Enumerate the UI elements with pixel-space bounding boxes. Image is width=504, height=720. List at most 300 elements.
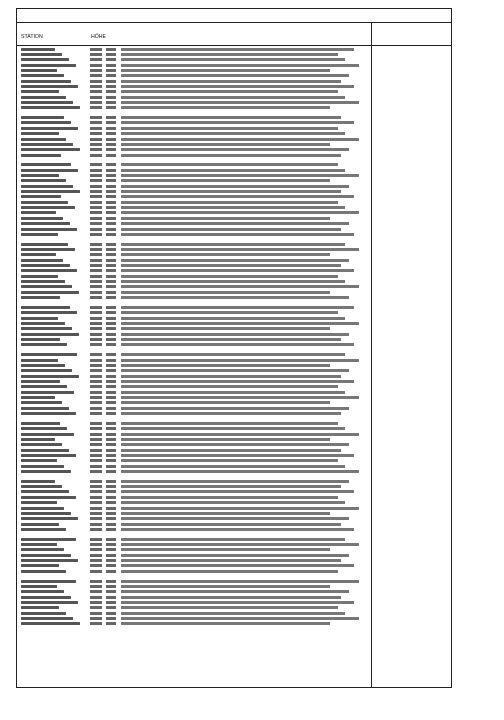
station-name-placeholder bbox=[21, 580, 76, 583]
station-number-placeholder bbox=[106, 369, 116, 372]
table-row bbox=[17, 342, 451, 347]
altitude-placeholder bbox=[90, 433, 102, 436]
code-groups-placeholder bbox=[121, 517, 349, 520]
code-groups-placeholder bbox=[121, 285, 359, 288]
altitude-placeholder bbox=[90, 359, 102, 362]
station-group bbox=[17, 419, 451, 477]
code-groups-placeholder bbox=[121, 485, 341, 488]
code-groups-placeholder bbox=[121, 596, 341, 599]
station-name-placeholder bbox=[21, 106, 80, 109]
code-groups-placeholder bbox=[121, 480, 349, 483]
station-name-placeholder bbox=[21, 454, 76, 457]
station-name-placeholder bbox=[21, 206, 75, 209]
station-name-placeholder bbox=[21, 228, 77, 231]
station-name-placeholder bbox=[21, 121, 71, 124]
code-groups-placeholder bbox=[121, 222, 349, 225]
code-groups-placeholder bbox=[121, 201, 338, 204]
station-name-placeholder bbox=[21, 285, 72, 288]
station-number-placeholder bbox=[106, 438, 116, 441]
code-groups-placeholder bbox=[121, 217, 330, 220]
code-groups-placeholder bbox=[121, 74, 349, 77]
code-groups-placeholder bbox=[121, 253, 330, 256]
altitude-placeholder bbox=[90, 364, 102, 367]
station-number-placeholder bbox=[106, 480, 116, 483]
code-groups-placeholder bbox=[121, 470, 359, 473]
station-name-placeholder bbox=[21, 101, 73, 104]
station-name-placeholder bbox=[21, 601, 78, 604]
station-name-placeholder bbox=[21, 391, 74, 394]
station-group bbox=[17, 303, 451, 350]
station-name-placeholder bbox=[21, 163, 71, 166]
altitude-placeholder bbox=[90, 64, 102, 67]
altitude-placeholder bbox=[90, 211, 102, 214]
station-number-placeholder bbox=[106, 132, 116, 135]
station-name-placeholder bbox=[21, 617, 73, 620]
code-groups-placeholder bbox=[121, 48, 354, 51]
station-number-placeholder bbox=[106, 496, 116, 499]
code-groups-placeholder bbox=[121, 269, 354, 272]
code-groups-placeholder bbox=[121, 138, 359, 141]
station-name-placeholder bbox=[21, 465, 64, 468]
station-name-placeholder bbox=[21, 407, 69, 410]
station-number-placeholder bbox=[106, 554, 116, 557]
altitude-placeholder bbox=[90, 217, 102, 220]
station-name-placeholder bbox=[21, 364, 65, 367]
station-number-placeholder bbox=[106, 327, 116, 330]
station-number-placeholder bbox=[106, 127, 116, 130]
station-number-placeholder bbox=[106, 364, 116, 367]
altitude-placeholder bbox=[90, 564, 102, 567]
code-groups-placeholder bbox=[121, 512, 330, 515]
station-name-placeholder bbox=[21, 190, 80, 193]
code-groups-placeholder bbox=[121, 69, 330, 72]
code-groups-placeholder bbox=[121, 327, 330, 330]
station-name-placeholder bbox=[21, 185, 73, 188]
code-groups-placeholder bbox=[121, 459, 338, 462]
code-groups-placeholder bbox=[121, 559, 341, 562]
station-number-placeholder bbox=[106, 243, 116, 246]
station-number-placeholder bbox=[106, 64, 116, 67]
station-number-placeholder bbox=[106, 322, 116, 325]
code-groups-placeholder bbox=[121, 528, 354, 531]
code-groups-placeholder bbox=[121, 85, 354, 88]
altitude-placeholder bbox=[90, 612, 102, 615]
station-name-placeholder bbox=[21, 217, 63, 220]
station-number-placeholder bbox=[106, 217, 116, 220]
code-groups-placeholder bbox=[121, 58, 345, 61]
altitude-placeholder bbox=[90, 338, 102, 341]
station-name-placeholder bbox=[21, 528, 66, 531]
altitude-placeholder bbox=[90, 507, 102, 510]
code-groups-placeholder bbox=[121, 121, 354, 124]
station-number-placeholder bbox=[106, 407, 116, 410]
code-groups-placeholder bbox=[121, 96, 345, 99]
station-number-placeholder bbox=[106, 195, 116, 198]
code-groups-placeholder bbox=[121, 570, 338, 573]
station-number-placeholder bbox=[106, 375, 116, 378]
altitude-placeholder bbox=[90, 559, 102, 562]
code-groups-placeholder bbox=[121, 490, 354, 493]
station-number-placeholder bbox=[106, 116, 116, 119]
altitude-placeholder bbox=[90, 185, 102, 188]
code-groups-placeholder bbox=[121, 333, 349, 336]
station-name-placeholder bbox=[21, 401, 62, 404]
station-name-placeholder bbox=[21, 306, 70, 309]
station-group bbox=[17, 577, 451, 630]
altitude-placeholder bbox=[90, 179, 102, 182]
station-name-placeholder bbox=[21, 333, 79, 336]
table-row bbox=[17, 295, 451, 300]
station-number-placeholder bbox=[106, 543, 116, 546]
station-number-placeholder bbox=[106, 401, 116, 404]
station-number-placeholder bbox=[106, 228, 116, 231]
altitude-placeholder bbox=[90, 291, 102, 294]
station-group bbox=[17, 161, 451, 240]
station-number-placeholder bbox=[106, 449, 116, 452]
altitude-placeholder bbox=[90, 606, 102, 609]
station-number-placeholder bbox=[106, 617, 116, 620]
station-number-placeholder bbox=[106, 90, 116, 93]
station-name-placeholder bbox=[21, 622, 80, 625]
station-name-placeholder bbox=[21, 501, 57, 504]
code-groups-placeholder bbox=[121, 422, 338, 425]
code-groups-placeholder bbox=[121, 64, 359, 67]
code-groups-placeholder bbox=[121, 385, 338, 388]
code-groups-placeholder bbox=[121, 443, 349, 446]
code-groups-placeholder bbox=[121, 291, 330, 294]
altitude-placeholder bbox=[90, 201, 102, 204]
station-number-placeholder bbox=[106, 412, 116, 415]
station-name-placeholder bbox=[21, 317, 58, 320]
code-groups-placeholder bbox=[121, 259, 349, 262]
station-name-placeholder bbox=[21, 538, 76, 541]
station-name-placeholder bbox=[21, 211, 56, 214]
code-groups-placeholder bbox=[121, 580, 359, 583]
station-name-placeholder bbox=[21, 201, 68, 204]
station-number-placeholder bbox=[106, 385, 116, 388]
station-name-placeholder bbox=[21, 269, 77, 272]
station-number-placeholder bbox=[106, 74, 116, 77]
code-groups-placeholder bbox=[121, 248, 359, 251]
altitude-placeholder bbox=[90, 543, 102, 546]
station-number-placeholder bbox=[106, 333, 116, 336]
station-number-placeholder bbox=[106, 596, 116, 599]
station-number-placeholder bbox=[106, 501, 116, 504]
code-groups-placeholder bbox=[121, 554, 349, 557]
altitude-placeholder bbox=[90, 422, 102, 425]
altitude-placeholder bbox=[90, 517, 102, 520]
station-name-placeholder bbox=[21, 512, 71, 515]
code-groups-placeholder bbox=[121, 548, 330, 551]
altitude-placeholder bbox=[90, 512, 102, 515]
code-groups-placeholder bbox=[121, 101, 359, 104]
station-number-placeholder bbox=[106, 121, 116, 124]
code-groups-placeholder bbox=[121, 211, 359, 214]
code-groups-placeholder bbox=[121, 233, 354, 236]
station-number-placeholder bbox=[106, 485, 116, 488]
station-name-placeholder bbox=[21, 480, 55, 483]
altitude-placeholder bbox=[90, 412, 102, 415]
altitude-placeholder bbox=[90, 590, 102, 593]
station-number-placeholder bbox=[106, 317, 116, 320]
altitude-placeholder bbox=[90, 570, 102, 573]
station-number-placeholder bbox=[106, 285, 116, 288]
code-groups-placeholder bbox=[121, 143, 330, 146]
station-name-placeholder bbox=[21, 523, 59, 526]
station-name-placeholder bbox=[21, 343, 67, 346]
station-name-placeholder bbox=[21, 490, 69, 493]
station-number-placeholder bbox=[106, 570, 116, 573]
station-number-placeholder bbox=[106, 253, 116, 256]
station-group bbox=[17, 114, 451, 161]
station-name-placeholder bbox=[21, 248, 75, 251]
altitude-placeholder bbox=[90, 148, 102, 151]
altitude-placeholder bbox=[90, 116, 102, 119]
code-groups-placeholder bbox=[121, 228, 341, 231]
station-number-placeholder bbox=[106, 470, 116, 473]
code-groups-placeholder bbox=[121, 438, 330, 441]
altitude-placeholder bbox=[90, 280, 102, 283]
station-number-placeholder bbox=[106, 559, 116, 562]
altitude-placeholder bbox=[90, 259, 102, 262]
altitude-placeholder bbox=[90, 206, 102, 209]
table-row bbox=[17, 569, 451, 574]
altitude-placeholder bbox=[90, 101, 102, 104]
altitude-placeholder bbox=[90, 80, 102, 83]
altitude-placeholder bbox=[90, 470, 102, 473]
altitude-placeholder bbox=[90, 275, 102, 278]
table-row bbox=[17, 232, 451, 237]
station-name-placeholder bbox=[21, 590, 64, 593]
altitude-placeholder bbox=[90, 121, 102, 124]
code-groups-placeholder bbox=[121, 90, 338, 93]
station-name-placeholder bbox=[21, 264, 70, 267]
station-name-placeholder bbox=[21, 143, 73, 146]
station-name-placeholder bbox=[21, 132, 59, 135]
station-number-placeholder bbox=[106, 391, 116, 394]
station-name-placeholder bbox=[21, 195, 61, 198]
code-groups-placeholder bbox=[121, 206, 345, 209]
code-groups-placeholder bbox=[121, 311, 338, 314]
station-number-placeholder bbox=[106, 443, 116, 446]
code-groups-placeholder bbox=[121, 190, 341, 193]
code-groups-placeholder bbox=[121, 496, 338, 499]
station-number-placeholder bbox=[106, 259, 116, 262]
station-number-placeholder bbox=[106, 459, 116, 462]
code-groups-placeholder bbox=[121, 179, 330, 182]
code-groups-placeholder bbox=[121, 617, 359, 620]
station-name-placeholder bbox=[21, 427, 67, 430]
station-number-placeholder bbox=[106, 201, 116, 204]
altitude-placeholder bbox=[90, 90, 102, 93]
code-groups-placeholder bbox=[121, 590, 349, 593]
station-name-placeholder bbox=[21, 449, 69, 452]
altitude-placeholder bbox=[90, 369, 102, 372]
altitude-placeholder bbox=[90, 375, 102, 378]
altitude-placeholder bbox=[90, 391, 102, 394]
station-name-placeholder bbox=[21, 396, 55, 399]
station-number-placeholder bbox=[106, 264, 116, 267]
altitude-placeholder bbox=[90, 401, 102, 404]
station-name-placeholder bbox=[21, 353, 77, 356]
code-groups-placeholder bbox=[121, 612, 345, 615]
station-number-placeholder bbox=[106, 296, 116, 299]
station-name-placeholder bbox=[21, 507, 64, 510]
station-name-placeholder bbox=[21, 564, 59, 567]
code-groups-placeholder bbox=[121, 449, 341, 452]
station-number-placeholder bbox=[106, 454, 116, 457]
station-number-placeholder bbox=[106, 433, 116, 436]
station-number-placeholder bbox=[106, 523, 116, 526]
station-number-placeholder bbox=[106, 101, 116, 104]
table-row bbox=[17, 153, 451, 158]
altitude-placeholder bbox=[90, 601, 102, 604]
column-hoehe: HÖHE bbox=[91, 34, 106, 40]
code-groups-placeholder bbox=[121, 359, 359, 362]
code-groups-placeholder bbox=[121, 454, 354, 457]
code-groups-placeholder bbox=[121, 163, 338, 166]
station-number-placeholder bbox=[106, 538, 116, 541]
station-name-placeholder bbox=[21, 412, 76, 415]
station-group bbox=[17, 45, 451, 114]
altitude-placeholder bbox=[90, 528, 102, 531]
code-groups-placeholder bbox=[121, 338, 341, 341]
station-name-placeholder bbox=[21, 253, 56, 256]
station-name-placeholder bbox=[21, 585, 57, 588]
station-number-placeholder bbox=[106, 606, 116, 609]
station-number-placeholder bbox=[106, 53, 116, 56]
altitude-placeholder bbox=[90, 296, 102, 299]
altitude-placeholder bbox=[90, 195, 102, 198]
station-name-placeholder bbox=[21, 496, 76, 499]
altitude-placeholder bbox=[90, 438, 102, 441]
altitude-placeholder bbox=[90, 501, 102, 504]
code-groups-placeholder bbox=[121, 185, 349, 188]
station-group bbox=[17, 240, 451, 303]
altitude-placeholder bbox=[90, 53, 102, 56]
code-groups-placeholder bbox=[121, 80, 341, 83]
altitude-placeholder bbox=[90, 380, 102, 383]
altitude-placeholder bbox=[90, 143, 102, 146]
station-number-placeholder bbox=[106, 58, 116, 61]
station-name-placeholder bbox=[21, 485, 62, 488]
altitude-placeholder bbox=[90, 490, 102, 493]
station-number-placeholder bbox=[106, 174, 116, 177]
station-number-placeholder bbox=[106, 306, 116, 309]
station-group bbox=[17, 477, 451, 535]
code-groups-placeholder bbox=[121, 538, 345, 541]
altitude-placeholder bbox=[90, 311, 102, 314]
station-number-placeholder bbox=[106, 206, 116, 209]
station-number-placeholder bbox=[106, 548, 116, 551]
station-name-placeholder bbox=[21, 154, 61, 157]
code-groups-placeholder bbox=[121, 296, 349, 299]
code-groups-placeholder bbox=[121, 501, 345, 504]
altitude-placeholder bbox=[90, 85, 102, 88]
station-number-placeholder bbox=[106, 69, 116, 72]
altitude-placeholder bbox=[90, 48, 102, 51]
station-name-placeholder bbox=[21, 148, 80, 151]
altitude-placeholder bbox=[90, 138, 102, 141]
altitude-placeholder bbox=[90, 190, 102, 193]
station-number-placeholder bbox=[106, 190, 116, 193]
altitude-placeholder bbox=[90, 585, 102, 588]
station-name-placeholder bbox=[21, 606, 59, 609]
altitude-placeholder bbox=[90, 554, 102, 557]
station-number-placeholder bbox=[106, 585, 116, 588]
altitude-placeholder bbox=[90, 106, 102, 109]
code-groups-placeholder bbox=[121, 154, 341, 157]
station-number-placeholder bbox=[106, 163, 116, 166]
station-number-placeholder bbox=[106, 422, 116, 425]
altitude-placeholder bbox=[90, 74, 102, 77]
altitude-placeholder bbox=[90, 580, 102, 583]
station-name-placeholder bbox=[21, 116, 64, 119]
station-name-placeholder bbox=[21, 275, 58, 278]
altitude-placeholder bbox=[90, 322, 102, 325]
altitude-placeholder bbox=[90, 248, 102, 251]
station-number-placeholder bbox=[106, 465, 116, 468]
station-name-placeholder bbox=[21, 375, 79, 378]
station-name-placeholder bbox=[21, 433, 74, 436]
code-groups-placeholder bbox=[121, 127, 338, 130]
column-header-band bbox=[17, 23, 451, 46]
altitude-placeholder bbox=[90, 465, 102, 468]
code-groups-placeholder bbox=[121, 280, 345, 283]
station-name-placeholder bbox=[21, 338, 60, 341]
station-number-placeholder bbox=[106, 427, 116, 430]
altitude-placeholder bbox=[90, 480, 102, 483]
station-name-placeholder bbox=[21, 222, 70, 225]
station-name-placeholder bbox=[21, 48, 55, 51]
code-groups-placeholder bbox=[121, 169, 345, 172]
altitude-placeholder bbox=[90, 396, 102, 399]
table-row bbox=[17, 527, 451, 532]
code-groups-placeholder bbox=[121, 622, 330, 625]
code-groups-placeholder bbox=[121, 543, 359, 546]
table-body bbox=[17, 45, 451, 687]
station-name-placeholder bbox=[21, 559, 78, 562]
station-name-placeholder bbox=[21, 74, 64, 77]
code-groups-placeholder bbox=[121, 465, 345, 468]
code-groups-placeholder bbox=[121, 391, 345, 394]
station-name-placeholder bbox=[21, 369, 72, 372]
altitude-placeholder bbox=[90, 548, 102, 551]
station-number-placeholder bbox=[106, 343, 116, 346]
station-name-placeholder bbox=[21, 90, 59, 93]
station-number-placeholder bbox=[106, 143, 116, 146]
station-number-placeholder bbox=[106, 48, 116, 51]
station-number-placeholder bbox=[106, 338, 116, 341]
station-number-placeholder bbox=[106, 106, 116, 109]
altitude-placeholder bbox=[90, 169, 102, 172]
code-groups-placeholder bbox=[121, 564, 354, 567]
table-row bbox=[17, 105, 451, 110]
station-name-placeholder bbox=[21, 259, 63, 262]
altitude-placeholder bbox=[90, 538, 102, 541]
altitude-placeholder bbox=[90, 407, 102, 410]
altitude-placeholder bbox=[90, 596, 102, 599]
altitude-placeholder bbox=[90, 523, 102, 526]
code-groups-placeholder bbox=[121, 317, 345, 320]
station-name-placeholder bbox=[21, 233, 58, 236]
code-groups-placeholder bbox=[121, 322, 359, 325]
station-name-placeholder bbox=[21, 179, 66, 182]
station-number-placeholder bbox=[106, 138, 116, 141]
station-number-placeholder bbox=[106, 590, 116, 593]
station-name-placeholder bbox=[21, 459, 57, 462]
station-number-placeholder bbox=[106, 580, 116, 583]
